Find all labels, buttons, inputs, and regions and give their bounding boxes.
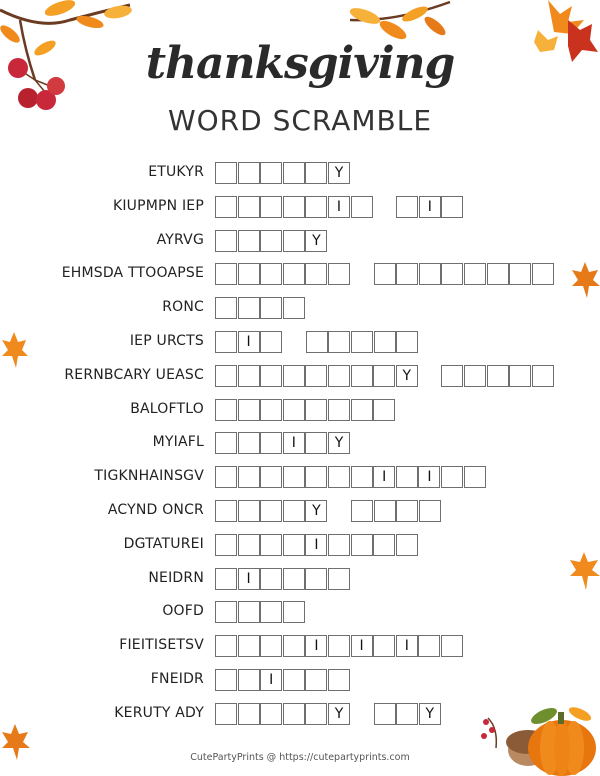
scrambled-word: TIGKNHAINSGV: [94, 468, 204, 485]
letter-box[interactable]: [215, 669, 237, 691]
puzzle-row: [0, 365, 600, 387]
scrambled-word: OOFD: [162, 603, 204, 620]
scrambled-word: KIUPMPN IEP: [112, 197, 204, 214]
letter-box[interactable]: [464, 263, 486, 285]
letter-box[interactable]: [441, 196, 463, 218]
page-title: WORD SCRAMBLE: [167, 104, 433, 137]
letter-box[interactable]: [238, 162, 260, 184]
letter-box[interactable]: [396, 500, 418, 522]
letter-box[interactable]: [487, 365, 509, 387]
letter-box[interactable]: Y: [305, 500, 327, 522]
letter-box[interactable]: Y: [328, 162, 350, 184]
letter-box[interactable]: [396, 263, 418, 285]
letter-box[interactable]: [215, 331, 237, 353]
letter-box[interactable]: [509, 263, 531, 285]
letter-box[interactable]: [419, 500, 441, 522]
scrambled-word: FNEIDR: [150, 671, 204, 687]
letter-box[interactable]: [351, 500, 373, 522]
letter-box[interactable]: [260, 635, 282, 657]
letter-box[interactable]: [283, 466, 305, 488]
letter-box[interactable]: [260, 466, 282, 488]
letter-box[interactable]: [328, 635, 350, 657]
letter-box[interactable]: [283, 297, 305, 319]
scrambled-word: ACYND ONCR: [107, 502, 204, 518]
letter-box[interactable]: [374, 703, 396, 725]
letter-box[interactable]: [215, 162, 237, 184]
puzzle-row: [0, 669, 600, 691]
letter-box[interactable]: [283, 703, 305, 725]
letter-box[interactable]: [238, 635, 260, 657]
puzzle-row: [0, 466, 600, 488]
puzzle-row: [0, 196, 600, 218]
puzzle-row: [0, 230, 600, 252]
letter-box[interactable]: [215, 263, 237, 285]
letter-box[interactable]: [238, 297, 260, 319]
letter-box[interactable]: [283, 162, 305, 184]
letter-box[interactable]: [351, 466, 373, 488]
scrambled-word: RONC: [162, 299, 204, 316]
puzzle-row: [0, 568, 600, 590]
letter-box[interactable]: [260, 162, 282, 184]
letter-box[interactable]: I: [351, 635, 373, 657]
puzzle-row: [0, 432, 600, 454]
letter-box[interactable]: [238, 399, 260, 421]
letter-box[interactable]: [305, 703, 327, 725]
letter-box[interactable]: [328, 568, 350, 590]
letter-box[interactable]: [260, 500, 282, 522]
letter-box[interactable]: [305, 568, 327, 590]
letter-box[interactable]: [351, 534, 373, 556]
letter-box[interactable]: [396, 331, 418, 353]
letter-box[interactable]: [238, 230, 260, 252]
title-script: thanksgiving: [145, 38, 455, 89]
scrambled-word: FIEITISETSV: [119, 637, 204, 654]
letter-box[interactable]: I: [328, 196, 350, 218]
letter-box[interactable]: [238, 196, 260, 218]
letter-box[interactable]: [260, 534, 282, 556]
letter-box[interactable]: I: [419, 196, 441, 218]
letter-box[interactable]: I: [373, 466, 395, 488]
letter-box[interactable]: Y: [396, 365, 418, 387]
letter-box[interactable]: [215, 568, 237, 590]
letter-box[interactable]: [283, 196, 305, 218]
letter-box[interactable]: I: [238, 331, 260, 353]
letter-box[interactable]: [238, 534, 260, 556]
scrambled-word: DGTATUREI: [123, 535, 204, 552]
letter-box[interactable]: [305, 263, 327, 285]
scrambled-word: NEIDRN: [148, 569, 204, 586]
letter-box[interactable]: [373, 399, 395, 421]
letter-box[interactable]: [305, 669, 327, 691]
letter-box[interactable]: [418, 635, 440, 657]
letter-box[interactable]: [305, 196, 327, 218]
letter-box[interactable]: [238, 466, 260, 488]
letter-box[interactable]: [215, 432, 237, 454]
letter-box[interactable]: [215, 703, 237, 725]
letter-box[interactable]: [441, 466, 463, 488]
letter-box[interactable]: [328, 331, 350, 353]
letter-box[interactable]: [283, 263, 305, 285]
scrambled-word: IEP URCTS: [129, 333, 204, 349]
letter-box[interactable]: [238, 500, 260, 522]
letter-box[interactable]: [215, 297, 237, 319]
letter-box[interactable]: [374, 331, 396, 353]
letter-box[interactable]: [305, 162, 327, 184]
scrambled-word: AYRVG: [156, 231, 204, 248]
letter-box[interactable]: [215, 230, 237, 252]
letter-box[interactable]: [260, 263, 282, 285]
letter-box[interactable]: [328, 534, 350, 556]
letter-box[interactable]: I: [238, 568, 260, 590]
letter-box[interactable]: I: [305, 534, 327, 556]
letter-box[interactable]: [260, 601, 282, 623]
letter-box[interactable]: [283, 635, 305, 657]
letter-box[interactable]: [215, 196, 237, 218]
letter-box[interactable]: [283, 399, 305, 421]
letter-box[interactable]: [328, 466, 350, 488]
letter-box[interactable]: [260, 331, 282, 353]
letter-box[interactable]: [374, 500, 396, 522]
puzzle-row: [0, 331, 600, 353]
letter-box[interactable]: [238, 669, 260, 691]
puzzle-row: [0, 635, 600, 657]
letter-box[interactable]: [396, 196, 418, 218]
letter-box[interactable]: [373, 534, 395, 556]
letter-box[interactable]: I: [396, 635, 418, 657]
letter-box[interactable]: [283, 568, 305, 590]
letter-box[interactable]: Y: [419, 703, 441, 725]
footer-credit: CutePartyPrints @ https://cutepartyprints.com: [190, 752, 410, 763]
letter-box[interactable]: [509, 365, 531, 387]
letter-box[interactable]: I: [283, 432, 305, 454]
letter-box[interactable]: [238, 365, 260, 387]
letter-box[interactable]: [283, 230, 305, 252]
letter-box[interactable]: [260, 297, 282, 319]
letter-box[interactable]: I: [260, 669, 282, 691]
letter-box[interactable]: [396, 466, 418, 488]
letter-box[interactable]: [305, 466, 327, 488]
letter-box[interactable]: [283, 669, 305, 691]
letter-box[interactable]: [396, 534, 418, 556]
letter-box[interactable]: [283, 534, 305, 556]
letter-box[interactable]: [328, 669, 350, 691]
scrambled-word: RERNBCARY UEASC: [64, 366, 204, 383]
letter-box[interactable]: [351, 196, 373, 218]
scrambled-word: KERUTY ADY: [114, 704, 204, 721]
letter-box[interactable]: [532, 263, 554, 285]
letter-box[interactable]: [373, 365, 395, 387]
puzzle-row: [0, 601, 600, 623]
letter-box[interactable]: [351, 399, 373, 421]
letter-box[interactable]: Y: [328, 432, 350, 454]
letter-box[interactable]: [464, 365, 486, 387]
scrambled-word: BALOFTLO: [130, 400, 204, 417]
letter-box[interactable]: [532, 365, 554, 387]
letter-box[interactable]: [215, 466, 237, 488]
letter-box[interactable]: I: [418, 466, 440, 488]
puzzle-row: [0, 399, 600, 421]
letter-box[interactable]: [328, 263, 350, 285]
letter-box[interactable]: [441, 263, 463, 285]
letter-box[interactable]: [260, 230, 282, 252]
letter-box[interactable]: [260, 399, 282, 421]
scrambled-word: ETUKYR: [148, 164, 204, 180]
letter-box[interactable]: [305, 432, 327, 454]
letter-box[interactable]: [283, 365, 305, 387]
letter-box[interactable]: [260, 365, 282, 387]
letter-box[interactable]: [328, 399, 350, 421]
puzzle-row: [0, 703, 600, 725]
letter-box[interactable]: [260, 568, 282, 590]
scrambled-word: MYIAFL: [152, 434, 204, 451]
letter-box[interactable]: [215, 399, 237, 421]
letter-box[interactable]: [464, 466, 486, 488]
letter-box[interactable]: [305, 399, 327, 421]
letter-box[interactable]: [215, 635, 237, 657]
letter-box[interactable]: [441, 365, 463, 387]
letter-box[interactable]: I: [305, 635, 327, 657]
letter-box[interactable]: [238, 263, 260, 285]
letter-box[interactable]: [238, 432, 260, 454]
letter-box[interactable]: [215, 534, 237, 556]
letter-box[interactable]: [306, 331, 328, 353]
letter-box[interactable]: [283, 500, 305, 522]
letter-box[interactable]: [441, 635, 463, 657]
letter-box[interactable]: [396, 703, 418, 725]
letter-box[interactable]: [305, 365, 327, 387]
letter-box[interactable]: [419, 263, 441, 285]
letter-box[interactable]: Y: [328, 703, 350, 725]
letter-box[interactable]: [260, 703, 282, 725]
letter-box[interactable]: [283, 601, 305, 623]
letter-box[interactable]: [215, 500, 237, 522]
letter-box[interactable]: [328, 365, 350, 387]
letter-box[interactable]: [215, 601, 237, 623]
letter-box[interactable]: [260, 432, 282, 454]
scrambled-word: EHMSDA TTOOAPSE: [61, 265, 204, 282]
letter-box[interactable]: Y: [305, 230, 327, 252]
letter-box[interactable]: [487, 263, 509, 285]
letter-box[interactable]: [373, 635, 395, 657]
letter-box[interactable]: [374, 263, 396, 285]
puzzle-row: [0, 162, 600, 184]
letter-box[interactable]: [238, 601, 260, 623]
letter-box[interactable]: [351, 365, 373, 387]
letter-box[interactable]: [351, 331, 373, 353]
letter-box[interactable]: [238, 703, 260, 725]
letter-box[interactable]: [260, 196, 282, 218]
letter-box[interactable]: [215, 365, 237, 387]
puzzle-row: [0, 297, 600, 319]
puzzle-row: [0, 534, 600, 556]
puzzle-row: [0, 500, 600, 522]
puzzle-row: [0, 263, 600, 285]
